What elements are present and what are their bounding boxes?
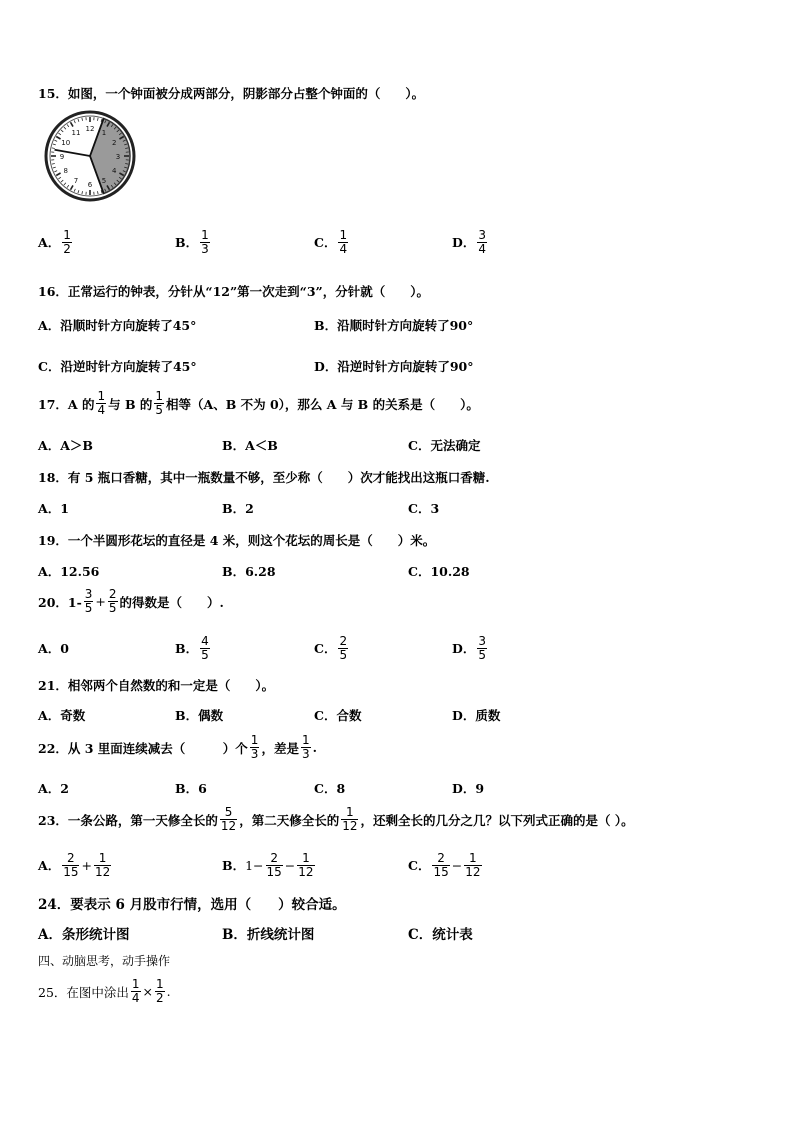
clock-numeral: 3 [115, 153, 121, 161]
question-15-options [38, 227, 758, 257]
text-part: 22．从 3 里面连续减去（ ）个 [38, 740, 248, 756]
option-label: C． [408, 927, 433, 943]
question-24-text: 24．要表示 6 月股市行情，选用（ ）较合适。 [38, 897, 346, 913]
question-17-text [38, 390, 479, 417]
option-22-d[interactable] [452, 773, 484, 803]
text-part: . [312, 740, 317, 755]
option-text: 沿逆时针方向旋转了90° [337, 359, 474, 374]
question-15-text: 15．如图，一个钟面被分成两部分，阴影部分占整个钟面的（ ）。 [38, 86, 425, 101]
question-19-options [38, 556, 758, 586]
numerator: 1 [97, 389, 106, 403]
option-text: 6 [198, 780, 207, 796]
numerator: 1 [155, 389, 164, 403]
numerator: 2 [67, 850, 75, 865]
denominator: 12 [342, 819, 358, 833]
option-label: B． [222, 438, 246, 453]
option-label: B． [175, 235, 199, 250]
option-23-a[interactable] [38, 850, 113, 880]
option-15-c[interactable] [314, 227, 350, 257]
option-16-a[interactable] [38, 310, 196, 340]
option-text: 10.28 [430, 563, 470, 579]
question-25-text [38, 978, 171, 1005]
numerator: 4 [201, 633, 209, 648]
fraction [220, 806, 237, 833]
option-label: A． [38, 927, 62, 943]
option-text: 8 [336, 780, 346, 796]
option-label: C． [314, 235, 337, 250]
option-label: B． [175, 708, 199, 723]
denominator: 12 [94, 864, 111, 879]
text-part: 相等（A、B 不为 0），那么 A 与 B 的关系是（ ）。 [166, 396, 479, 412]
numerator: 5 [224, 805, 233, 819]
denominator: 15 [63, 864, 79, 879]
option-17-c[interactable] [408, 430, 480, 460]
option-text: 合数 [336, 708, 362, 723]
numerator: 1 [302, 850, 310, 865]
question-18-options [38, 493, 758, 523]
option-19-a[interactable] [38, 556, 99, 586]
text-part: 23．一条公路，第一天修全长的 [38, 812, 218, 828]
option-19-c[interactable] [408, 556, 470, 586]
denominator: 15 [433, 864, 449, 879]
numerator: 2 [437, 850, 445, 865]
option-22-b[interactable] [175, 773, 207, 803]
fraction [84, 588, 94, 615]
option-label: A． [38, 641, 61, 656]
option-24-c[interactable] [408, 918, 473, 948]
option-21-c[interactable] [314, 700, 361, 730]
numerator: 1 [63, 227, 71, 242]
question-18-text: 18．有 5 瓶口香糖，其中一瓶数量不够，至少称（ ）次才能找出这瓶口香糖. [38, 470, 490, 485]
option-15-b[interactable] [175, 227, 212, 257]
clock-image [40, 108, 140, 204]
option-label: C． [408, 858, 431, 873]
option-20-a[interactable] [38, 633, 69, 663]
denominator: 12 [298, 864, 314, 879]
denominator: 4 [131, 991, 140, 1005]
numerator: 3 [84, 587, 93, 601]
operator: − [451, 857, 463, 873]
option-label: D． [452, 235, 476, 250]
numerator: 3 [478, 633, 486, 648]
option-label: B． [222, 564, 246, 579]
option-label: B． [175, 781, 199, 796]
denominator: 12 [220, 819, 237, 833]
option-16-d[interactable] [314, 351, 474, 381]
denominator: 3 [201, 241, 209, 256]
fraction [477, 635, 487, 662]
option-text: 3 [430, 500, 440, 516]
option-text: 0 [60, 640, 69, 656]
text-part: . [166, 984, 171, 999]
operator: − [284, 857, 296, 873]
option-text: 奇数 [60, 708, 86, 723]
option-text: 质数 [475, 708, 501, 723]
option-text: 2 [60, 780, 69, 796]
option-text: A＞B [60, 438, 93, 453]
option-24-a[interactable] [38, 918, 129, 948]
fraction [108, 588, 118, 615]
option-label: C． [408, 438, 431, 453]
text-part: 与 B 的 [108, 396, 153, 412]
clock-numeral: 1 [101, 128, 107, 137]
numerator: 1 [301, 733, 310, 747]
clock-numeral: 8 [63, 167, 68, 175]
denominator: 5 [155, 403, 164, 417]
option-21-a[interactable] [38, 700, 85, 730]
option-15-d[interactable] [452, 227, 489, 257]
text-part: 17．A 的 [38, 396, 95, 412]
denominator: 4 [339, 241, 348, 256]
text-part: 1− [245, 857, 264, 873]
option-label: B． [314, 318, 338, 333]
question-20-text [38, 588, 224, 615]
option-label: B． [175, 641, 199, 656]
question-16-options-row2 [38, 351, 758, 381]
option-text: 1 [60, 500, 69, 516]
numerator: 1 [339, 227, 348, 242]
numerator: 1 [98, 850, 107, 865]
option-text: 沿顺时针方向旋转了45° [60, 318, 197, 333]
fraction [266, 852, 283, 879]
option-label: B． [222, 501, 246, 516]
option-label: A． [38, 708, 61, 723]
section-heading: 四、动脑思考，动手操作 [38, 954, 171, 968]
operator: × [142, 984, 154, 999]
denominator: 15 [266, 864, 282, 879]
denominator: 5 [478, 647, 486, 662]
option-label: A． [38, 858, 61, 873]
numerator: 1 [346, 805, 354, 819]
option-19-b[interactable] [222, 556, 276, 586]
option-label: D． [314, 359, 338, 374]
option-label: A． [38, 235, 61, 250]
option-16-c[interactable] [38, 351, 197, 381]
numerator: 1 [201, 227, 209, 242]
option-text: 折线统计图 [246, 927, 315, 943]
denominator: 2 [156, 991, 164, 1005]
fraction [62, 852, 79, 879]
option-label: D． [452, 708, 476, 723]
text-part: ，还剩全长的几分之几？以下列式正确的是（ ）。 [360, 812, 634, 828]
option-23-b[interactable] [222, 850, 317, 880]
text-part: 25．在图中涂出 [38, 984, 129, 1000]
option-label: B． [222, 927, 247, 943]
denominator: 12 [465, 864, 481, 879]
clock-numeral: 10 [61, 139, 71, 147]
fraction [250, 734, 260, 761]
numerator: 1 [250, 733, 259, 747]
fraction [341, 806, 358, 833]
option-21-d[interactable] [452, 700, 500, 730]
option-text: 无法确定 [430, 438, 481, 453]
text-part: ，差是 [261, 740, 299, 756]
clock-numeral: 2 [112, 139, 117, 147]
option-18-a[interactable] [38, 493, 69, 523]
question-23-text [38, 806, 634, 833]
option-15-a[interactable] [38, 227, 74, 257]
option-text: 6.28 [245, 563, 276, 579]
option-17-b[interactable] [222, 430, 278, 460]
text-part: 20．1- [38, 594, 82, 610]
question-17-options [38, 430, 758, 460]
question-23-options [38, 850, 758, 880]
numerator: 3 [478, 227, 486, 242]
option-label: A． [38, 501, 61, 516]
fraction [338, 635, 348, 662]
fraction [96, 390, 106, 417]
fraction [338, 229, 348, 256]
numerator: 1 [469, 850, 477, 865]
denominator: 4 [97, 403, 106, 417]
numerator: 1 [156, 977, 164, 991]
clock-numeral: 4 [112, 167, 117, 175]
operator: + [81, 857, 92, 873]
option-18-c[interactable] [408, 493, 439, 523]
option-18-b[interactable] [222, 493, 254, 523]
option-23-c[interactable] [408, 850, 484, 880]
denominator: 3 [250, 747, 259, 761]
option-label: C． [38, 359, 61, 374]
denominator: 5 [339, 647, 348, 662]
clock-numeral: 6 [87, 181, 93, 189]
fraction [131, 978, 141, 1005]
option-label: A． [38, 564, 61, 579]
clock-numeral: 11 [71, 128, 81, 137]
text-part: ，第二天修全长的 [239, 812, 340, 828]
option-label: B． [222, 858, 246, 873]
option-21-b[interactable] [175, 700, 223, 730]
option-text: 偶数 [198, 708, 224, 723]
fraction [297, 852, 314, 879]
numerator: 2 [108, 587, 117, 601]
clock-numeral: 9 [59, 153, 65, 161]
option-24-b[interactable] [222, 918, 314, 948]
denominator: 4 [478, 241, 486, 256]
question-20-options [38, 633, 758, 663]
question-22-text [38, 734, 317, 761]
text-part: 的得数是（ ）. [119, 594, 224, 610]
question-21-text: 21．相邻两个自然数的和一定是（ ）。 [38, 678, 275, 693]
fraction [200, 229, 210, 256]
question-22-options [38, 773, 758, 803]
option-text: 2 [245, 500, 254, 516]
fraction [94, 852, 111, 879]
option-label: C． [408, 501, 431, 516]
question-19-text: 19．一个半圆形花坛的直径是 4 米，则这个花坛的周长是（ ）米。 [38, 533, 436, 548]
fraction [432, 852, 449, 879]
option-22-a[interactable] [38, 773, 69, 803]
question-24-options [38, 918, 758, 948]
option-label: C． [408, 564, 431, 579]
option-label: A． [38, 781, 61, 796]
numerator: 1 [131, 977, 140, 991]
option-text: A＜B [245, 438, 278, 453]
option-text: 9 [475, 780, 485, 796]
option-label: C． [314, 708, 337, 723]
option-17-a[interactable] [38, 430, 93, 460]
option-20-b[interactable] [175, 633, 212, 663]
denominator: 5 [201, 647, 209, 662]
option-label: C． [314, 781, 337, 796]
option-text: 统计表 [432, 927, 473, 943]
fraction [62, 229, 72, 256]
numerator: 2 [339, 633, 348, 648]
option-20-c[interactable] [314, 633, 350, 663]
question-16-text: 16．正常运行的钟表，分针从“12”第一次走到“3”，分针就（ ）。 [38, 284, 429, 299]
option-label: D． [452, 781, 476, 796]
fraction [301, 734, 311, 761]
numerator: 2 [270, 850, 278, 865]
fraction [477, 229, 487, 256]
fraction [200, 635, 210, 662]
clock-numeral: 7 [73, 177, 79, 186]
option-text: 沿顺时针方向旋转了90° [337, 318, 474, 333]
fraction [154, 390, 164, 417]
denominator: 5 [108, 601, 117, 615]
option-22-c[interactable] [314, 773, 345, 803]
clock-numeral: 5 [101, 177, 107, 186]
option-label: C． [314, 641, 337, 656]
fraction [464, 852, 481, 879]
option-label: A． [38, 438, 61, 453]
question-21-options [38, 700, 758, 730]
fraction [155, 978, 165, 1005]
operator: + [95, 594, 106, 609]
option-text: 条形统计图 [61, 927, 130, 943]
option-label: D． [452, 641, 476, 656]
denominator: 3 [301, 747, 310, 761]
denominator: 2 [63, 241, 71, 256]
option-20-d[interactable] [452, 633, 489, 663]
option-16-b[interactable] [314, 310, 473, 340]
option-text: 沿逆时针方向旋转了45° [60, 359, 197, 374]
option-label: A． [38, 318, 61, 333]
option-text: 12.56 [60, 563, 100, 579]
denominator: 5 [84, 601, 93, 615]
question-16-options-row1 [38, 310, 758, 340]
clock-numeral: 12 [85, 125, 95, 133]
